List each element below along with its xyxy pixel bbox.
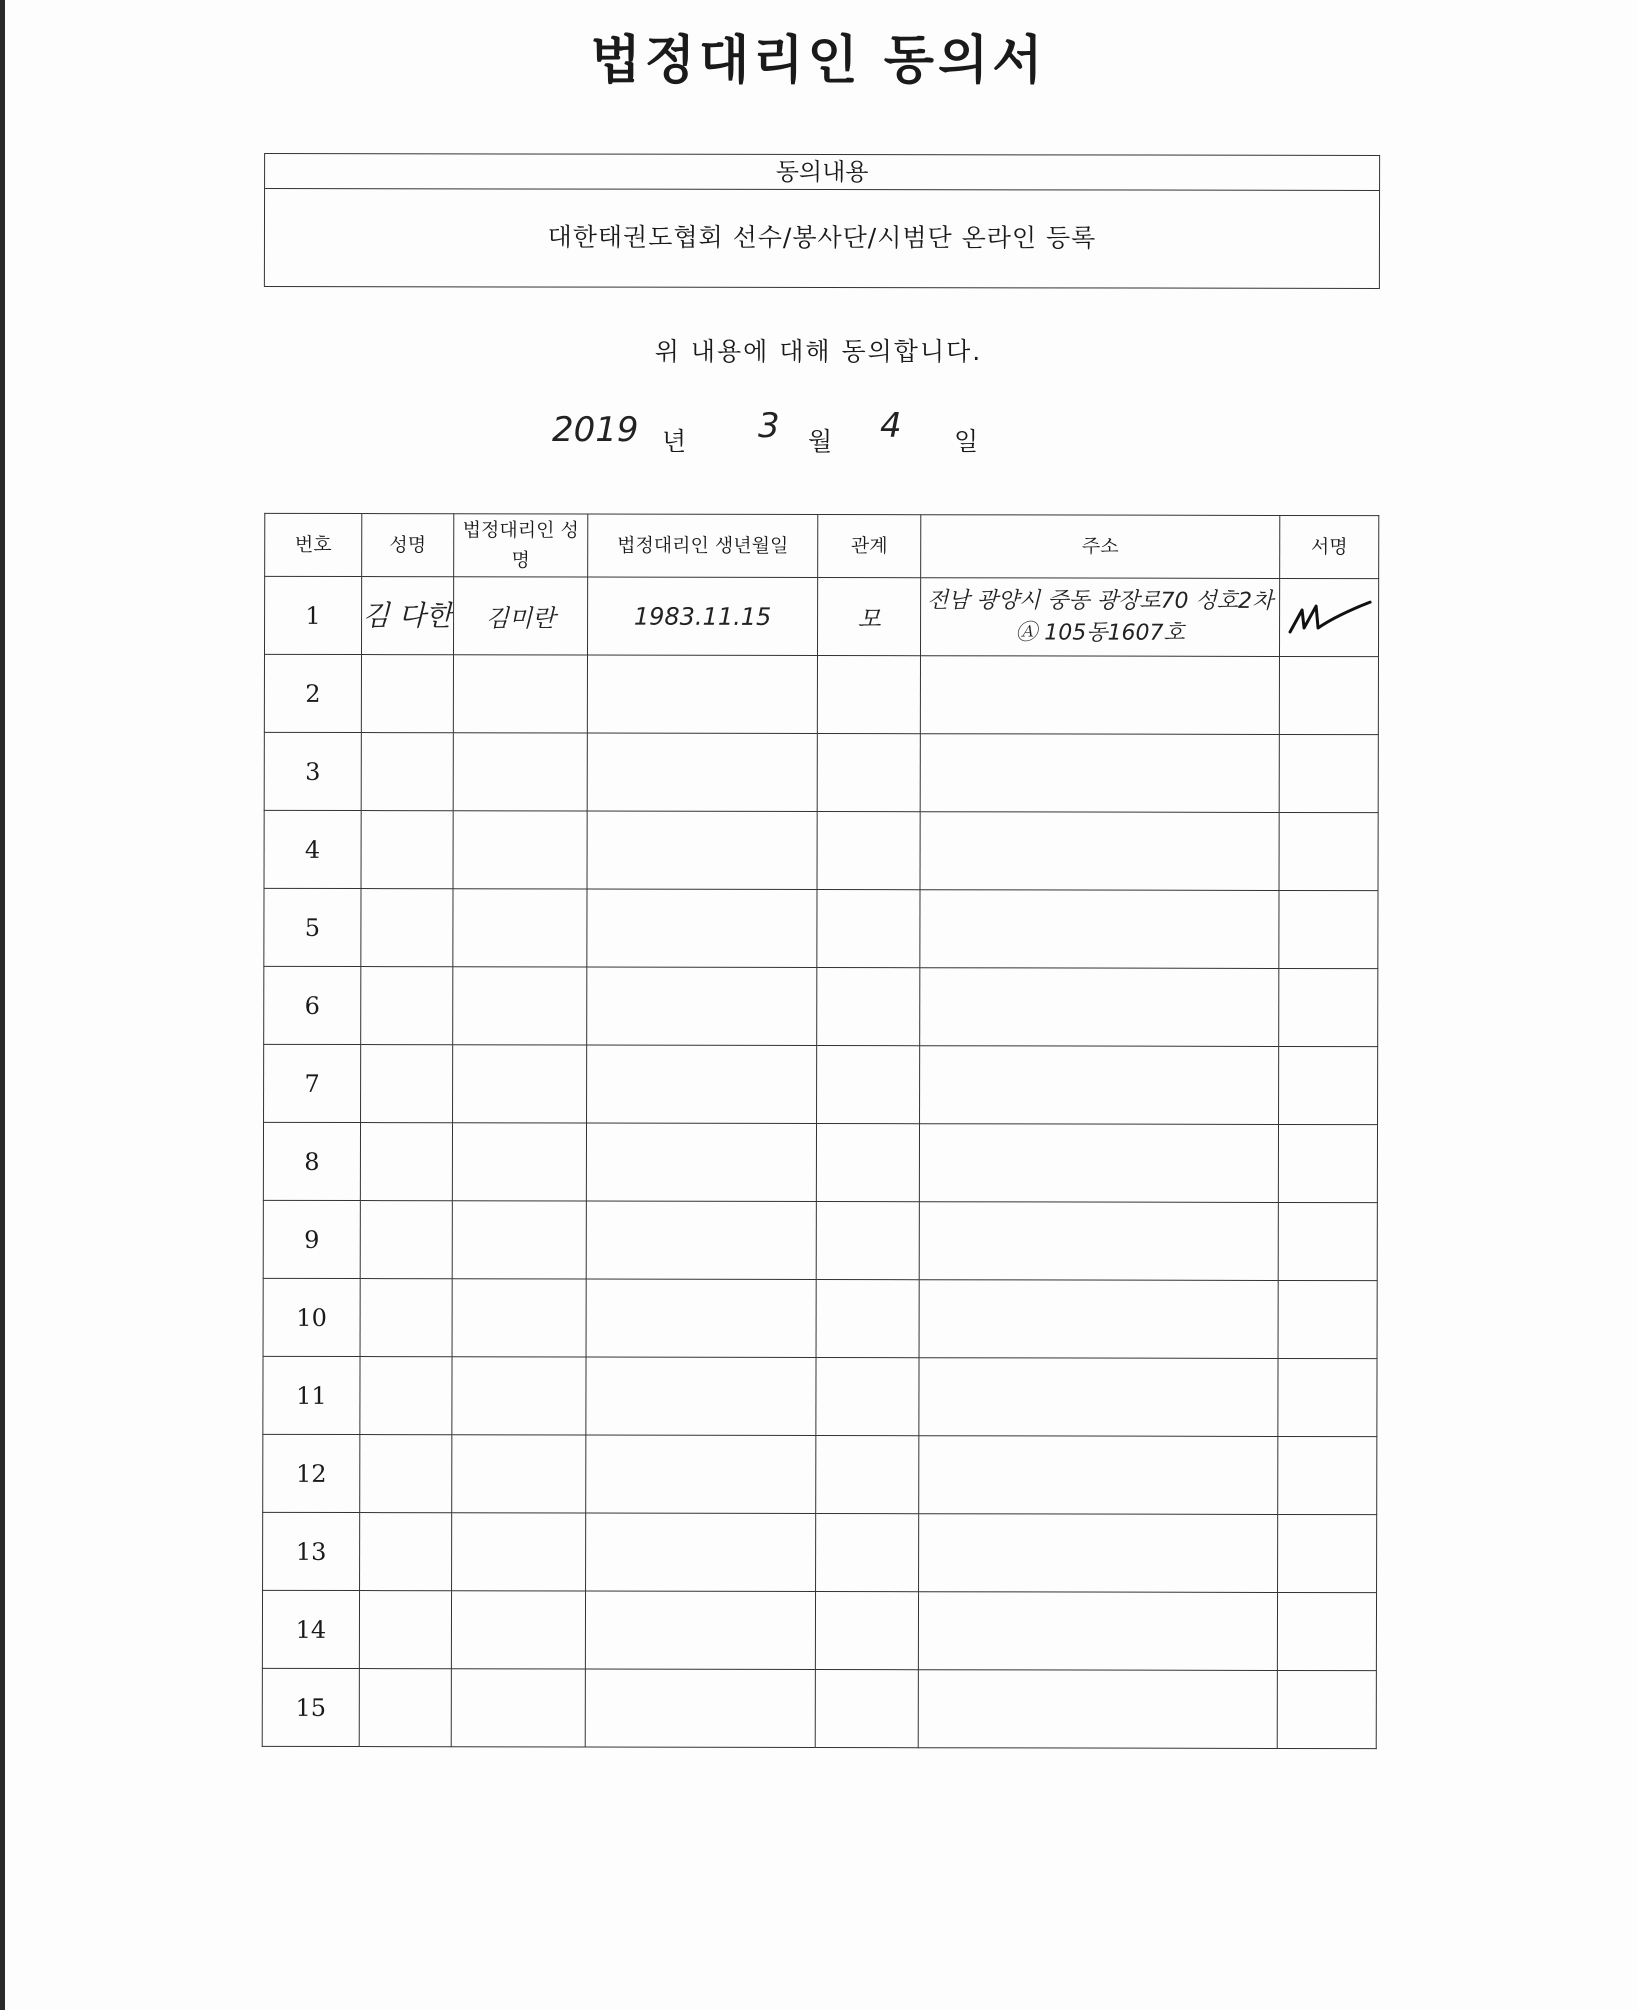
cell-no: 4: [264, 810, 361, 888]
cell-no: 2: [264, 654, 361, 732]
cell-guardian-birth[interactable]: [586, 1513, 816, 1591]
table-row: [262, 1668, 1376, 1748]
cell-signature[interactable]: [1278, 1514, 1377, 1592]
cell-guardian-birth[interactable]: [586, 1357, 816, 1435]
cell-guardian-name[interactable]: [453, 967, 587, 1045]
date-year[interactable]: 2019: [552, 410, 639, 450]
cell-relation[interactable]: [817, 655, 920, 733]
table-row: [263, 1356, 1377, 1436]
cell-name[interactable]: [360, 1357, 452, 1435]
cell-guardian-name[interactable]: [452, 1435, 586, 1513]
cell-relation[interactable]: [815, 1591, 918, 1669]
cell-relation[interactable]: [817, 1045, 920, 1123]
cell-signature[interactable]: [1279, 812, 1378, 890]
cell-guardian-name[interactable]: [453, 733, 587, 811]
cell-signature[interactable]: [1278, 1436, 1377, 1514]
cell-address[interactable]: [919, 1280, 1278, 1359]
cell-relation[interactable]: [817, 811, 920, 889]
cell-guardian-name[interactable]: [451, 1591, 585, 1669]
cell-relation[interactable]: [816, 1435, 919, 1513]
header-name: 성명: [362, 514, 454, 577]
cell-guardian-birth[interactable]: [587, 1045, 817, 1123]
cell-address[interactable]: [919, 1358, 1278, 1437]
cell-no: 15: [262, 1668, 359, 1746]
cell-guardian-birth[interactable]: [587, 967, 817, 1045]
cell-signature[interactable]: [1279, 656, 1378, 734]
cell-no: 13: [263, 1512, 360, 1590]
cell-guardian-name[interactable]: 김미란: [453, 577, 587, 655]
table-row: [264, 1044, 1378, 1124]
cell-address[interactable]: [918, 1670, 1277, 1749]
cell-guardian-name[interactable]: [453, 655, 587, 733]
cell-relation[interactable]: [815, 1669, 918, 1747]
cell-address[interactable]: [920, 968, 1279, 1047]
table-header-row: [265, 513, 1379, 578]
table-row: [263, 1278, 1377, 1358]
cell-name[interactable]: [361, 1045, 453, 1123]
cell-signature[interactable]: [1279, 734, 1378, 812]
table-row: [262, 1590, 1376, 1670]
cell-no: 3: [264, 732, 361, 810]
cell-name[interactable]: [361, 733, 453, 811]
date-month[interactable]: 3: [758, 406, 780, 446]
cell-address[interactable]: [919, 1202, 1278, 1281]
scan-edge: [0, 0, 5, 2010]
cell-guardian-birth[interactable]: [585, 1591, 815, 1669]
cell-guardian-birth[interactable]: [586, 1279, 816, 1357]
cell-name[interactable]: [361, 967, 453, 1045]
table-row: [263, 1200, 1377, 1280]
cell-guardian-birth[interactable]: [586, 1201, 816, 1279]
date-day-label: 일: [954, 427, 979, 456]
cell-address[interactable]: [920, 812, 1279, 891]
table-row: [264, 888, 1378, 968]
cell-relation[interactable]: [817, 967, 920, 1045]
cell-no: 11: [263, 1356, 360, 1434]
cell-guardian-birth[interactable]: [586, 1123, 816, 1201]
cell-address[interactable]: [920, 656, 1279, 735]
cell-no: 7: [264, 1044, 361, 1122]
cell-name[interactable]: [361, 889, 453, 967]
cell-name[interactable]: [360, 1513, 452, 1591]
cell-no: 1: [264, 576, 361, 654]
cell-signature[interactable]: [1277, 1592, 1376, 1670]
header-guardian-name: 법정대리인 성명: [454, 514, 588, 577]
cell-guardian-name[interactable]: [453, 1045, 587, 1123]
cell-no: 8: [263, 1122, 360, 1200]
table-row: [263, 1434, 1377, 1514]
table-row: [264, 654, 1378, 734]
table-row: [264, 810, 1378, 890]
cell-address[interactable]: [919, 1124, 1278, 1203]
cell-guardian-name[interactable]: [452, 1357, 586, 1435]
date-line: [0, 406, 1637, 470]
header-no: 번호: [265, 513, 362, 576]
header-address: 주소: [921, 515, 1280, 579]
consent-content-body: 대한태권도협회 선수/봉사단/시범단 온라인 등록: [547, 222, 1097, 253]
date-day[interactable]: 4: [880, 406, 902, 446]
cell-relation[interactable]: [816, 1279, 919, 1357]
cell-name[interactable]: [359, 1591, 451, 1669]
cell-guardian-name[interactable]: [453, 811, 587, 889]
cell-relation[interactable]: [817, 889, 920, 967]
cell-signature[interactable]: [1279, 578, 1378, 656]
cell-guardian-name[interactable]: [452, 1201, 586, 1279]
header-relation: 관계: [818, 514, 921, 577]
table-row: [263, 1512, 1377, 1592]
cell-address[interactable]: [920, 734, 1279, 813]
cell-no: 6: [264, 966, 361, 1044]
cell-address[interactable]: [920, 890, 1279, 969]
handwritten-signature: [1282, 587, 1377, 647]
header-signature: 서명: [1280, 515, 1379, 578]
cell-relation[interactable]: [816, 1513, 919, 1591]
cell-signature[interactable]: [1279, 968, 1378, 1046]
cell-name[interactable]: [360, 1123, 452, 1201]
agreement-statement: 위 내용에 대해 동의합니다.: [654, 337, 983, 366]
cell-relation[interactable]: 모: [817, 577, 920, 655]
document-title: 법정대리인 동의서: [590, 31, 1047, 91]
cell-guardian-name[interactable]: [452, 1279, 586, 1357]
consent-content-header: 동의내용: [265, 154, 1379, 191]
cell-guardian-name[interactable]: [452, 1513, 586, 1591]
cell-no: 5: [264, 888, 361, 966]
cell-no: 12: [263, 1434, 360, 1512]
cell-name[interactable]: [361, 811, 453, 889]
cell-address[interactable]: 전남 광양시 중동 광장로70 성호2차Ⓐ 105동1607호: [920, 578, 1279, 657]
table-row: [263, 1122, 1377, 1202]
cell-guardian-name[interactable]: [453, 889, 587, 967]
header-guardian-birth: 법정대리인 생년월일: [588, 514, 818, 577]
cell-name[interactable]: [360, 1435, 452, 1513]
cell-name[interactable]: [359, 1669, 451, 1747]
cell-address[interactable]: [920, 1046, 1279, 1125]
cell-guardian-name[interactable]: [452, 1123, 586, 1201]
cell-address[interactable]: [919, 1436, 1278, 1515]
cell-guardian-birth[interactable]: [587, 655, 817, 733]
cell-guardian-birth[interactable]: [587, 733, 817, 811]
cell-signature[interactable]: [1278, 1358, 1377, 1436]
date-month-label: 월: [808, 427, 833, 456]
cell-guardian-birth[interactable]: 1983.11.15: [587, 577, 817, 655]
cell-address[interactable]: [918, 1592, 1277, 1671]
table-row: [264, 732, 1378, 812]
cell-address[interactable]: [919, 1514, 1278, 1593]
cell-signature[interactable]: [1277, 1670, 1376, 1748]
cell-signature[interactable]: [1278, 1280, 1377, 1358]
cell-signature[interactable]: [1278, 1202, 1377, 1280]
cell-signature[interactable]: [1279, 1046, 1378, 1124]
table-row: [264, 966, 1378, 1046]
cell-guardian-name[interactable]: [451, 1669, 585, 1747]
cell-guardian-birth[interactable]: [587, 889, 817, 967]
cell-name[interactable]: [360, 1279, 452, 1357]
cell-signature[interactable]: [1278, 1124, 1377, 1202]
cell-guardian-birth[interactable]: [586, 1435, 816, 1513]
cell-relation[interactable]: [816, 1201, 919, 1279]
cell-relation[interactable]: [816, 1123, 919, 1201]
cell-relation[interactable]: [816, 1357, 919, 1435]
cell-no: 14: [262, 1590, 359, 1668]
consent-content-box: [264, 153, 1380, 289]
cell-no: 9: [263, 1200, 360, 1278]
guardian-table: [262, 513, 1380, 1749]
cell-no: 10: [263, 1278, 360, 1356]
cell-name[interactable]: 김 다한: [361, 577, 453, 655]
cell-signature[interactable]: [1279, 890, 1378, 968]
cell-guardian-birth[interactable]: [585, 1669, 815, 1747]
date-year-label: 년: [662, 427, 687, 456]
cell-name[interactable]: [360, 1201, 452, 1279]
table-row: [264, 576, 1378, 656]
cell-guardian-birth[interactable]: [587, 811, 817, 889]
cell-name[interactable]: [361, 655, 453, 733]
cell-relation[interactable]: [817, 733, 920, 811]
